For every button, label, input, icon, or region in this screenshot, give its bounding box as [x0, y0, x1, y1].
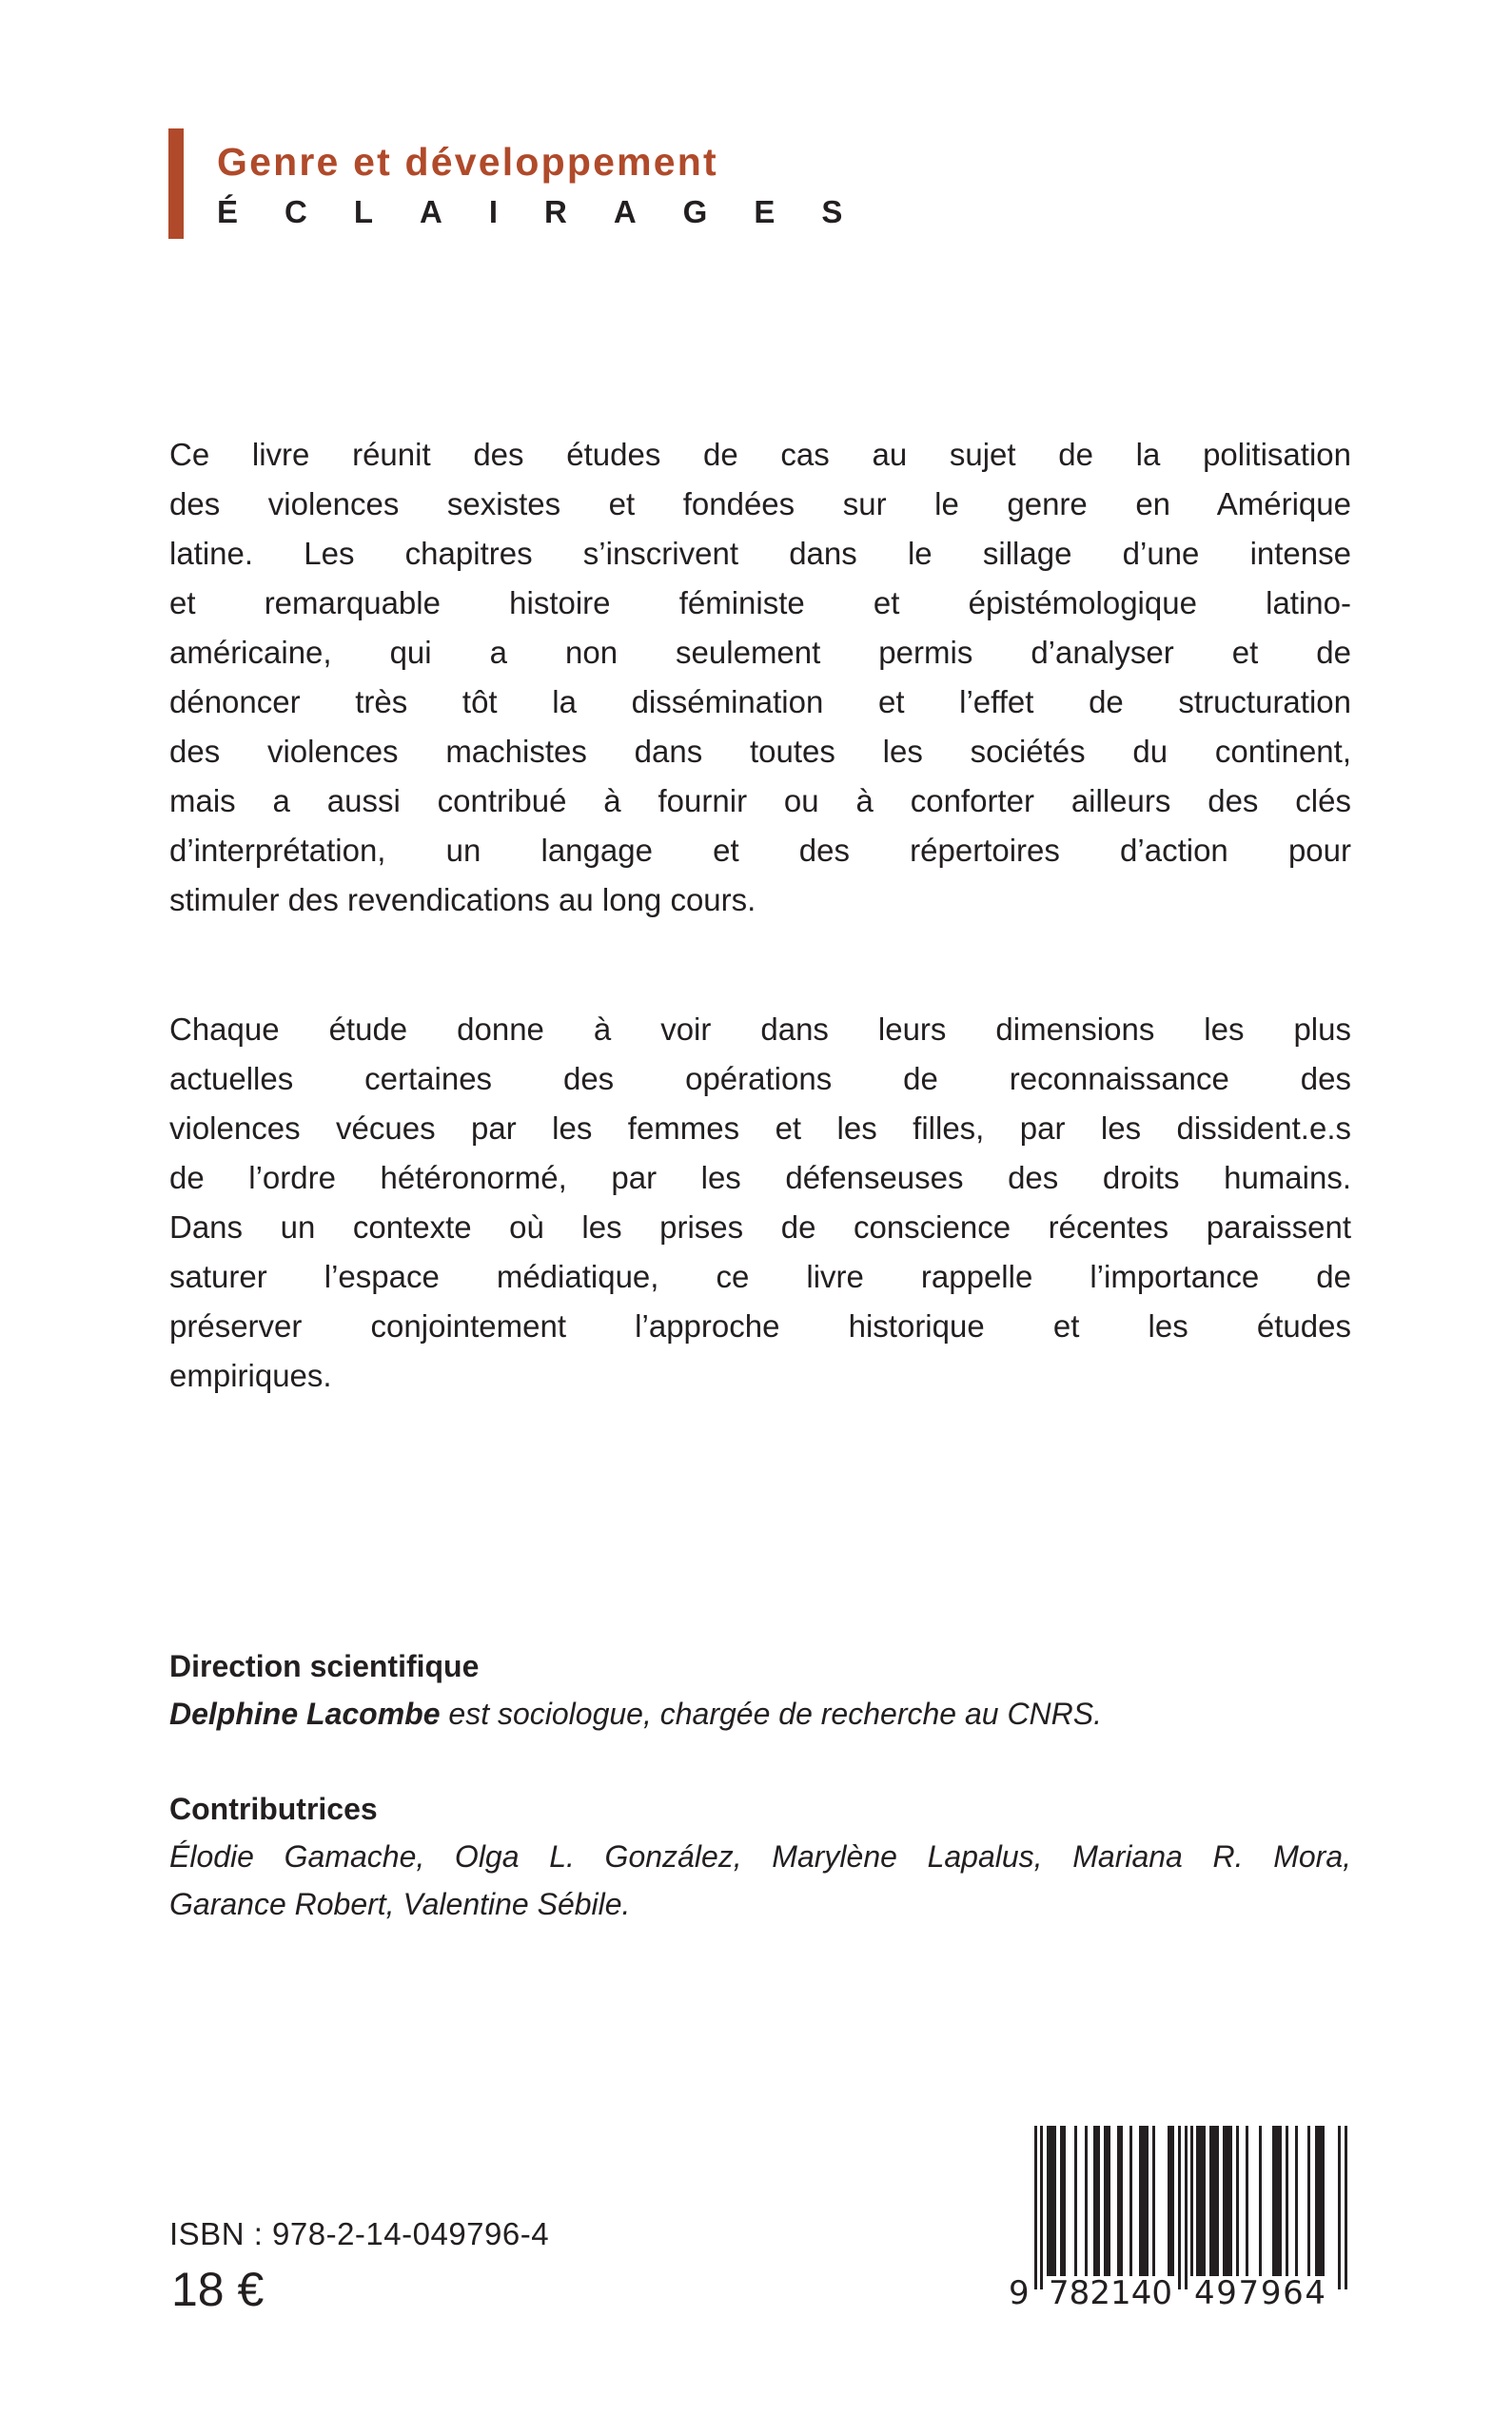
text-line: américaine, qui a non seulement permis d’analyser et de [169, 635, 1351, 670]
contributors-names-1: Élodie Gamache, Olga L. González, Marylène Lapalus, Mariana R. Mora, [169, 1839, 1351, 1874]
contributors-names-2: Garance Robert, Valentine Sébile. [169, 1887, 631, 1921]
contributors-line-1 [169, 1833, 1351, 1880]
contributors-heading-text: Contributrices [169, 1792, 378, 1826]
text-line: dénoncer très tôt la dissémination et l’effet de structuration [169, 684, 1351, 719]
direction-heading [169, 1642, 479, 1690]
text-line: Dans un contexte où les prises de conscience récentes paraissent [169, 1209, 1351, 1245]
contributors-line-2 [169, 1880, 630, 1928]
text-line: Ce livre réunit des études de cas au sujet de la politisation [169, 437, 1351, 472]
text-line: des violences sexistes et fondées sur le genre en Amérique [169, 486, 1351, 521]
barcode-first-digit: 9 [1009, 2274, 1030, 2310]
text-line: de l’ordre hétéronormé, par les défenseuses des droits humains. [169, 1160, 1351, 1195]
barcode-left-digits: 782140 [1049, 2274, 1172, 2310]
text-line: des violences machistes dans toutes les sociétés du continent, [169, 734, 1351, 769]
barcode-icon [1007, 2124, 1353, 2310]
text-line: d’interprétation, un langage et des répertoires d’action pour [169, 833, 1351, 868]
director-bio: est sociologue, chargée de recherche au CNRS. [440, 1697, 1102, 1731]
text-line: et remarquable histoire féministe et épistémologique latino- [169, 585, 1351, 620]
barcode [1007, 2124, 1353, 2310]
barcode-right-digits: 497964 [1194, 2274, 1325, 2310]
director-name: Delphine Lacombe [169, 1697, 441, 1731]
text-line: préserver conjointement l’approche historique et les études [169, 1308, 1351, 1344]
blurb-paragraph-2 [169, 1005, 1351, 1401]
contributors-heading [169, 1785, 378, 1833]
text-line: stimuler des revendications au long cours. [169, 882, 756, 917]
text-line: violences vécues par les femmes et les filles, par les dissident.e.s [169, 1110, 1351, 1146]
director-line [169, 1690, 1102, 1738]
text-line: mais a aussi contribué à fournir ou à conforter ailleurs des clés [169, 783, 1351, 818]
direction-heading-text: Direction scientifique [169, 1649, 480, 1683]
text-line: latine. Les chapitres s’inscrivent dans le sillage d’une intense [169, 536, 1351, 571]
isbn-label: ISBN : 978-2-14-049796-4 [169, 2216, 550, 2251]
series-subtitle: ÉCLAIRAGES [217, 194, 890, 229]
text-line: empiriques. [169, 1358, 332, 1393]
text-line: actuelles certaines des opérations de reconnaissance des [169, 1061, 1351, 1096]
text-line: Chaque étude donne à voir dans leurs dimensions les plus [169, 1012, 1351, 1047]
series-title: Genre et développement [217, 140, 718, 184]
text-line: saturer l’espace médiatique, ce livre rappelle l’importance de [169, 1259, 1351, 1294]
series-accent-bar [168, 128, 184, 239]
price-label: 18 € [171, 2263, 265, 2316]
blurb-paragraph-1 [169, 430, 1351, 925]
